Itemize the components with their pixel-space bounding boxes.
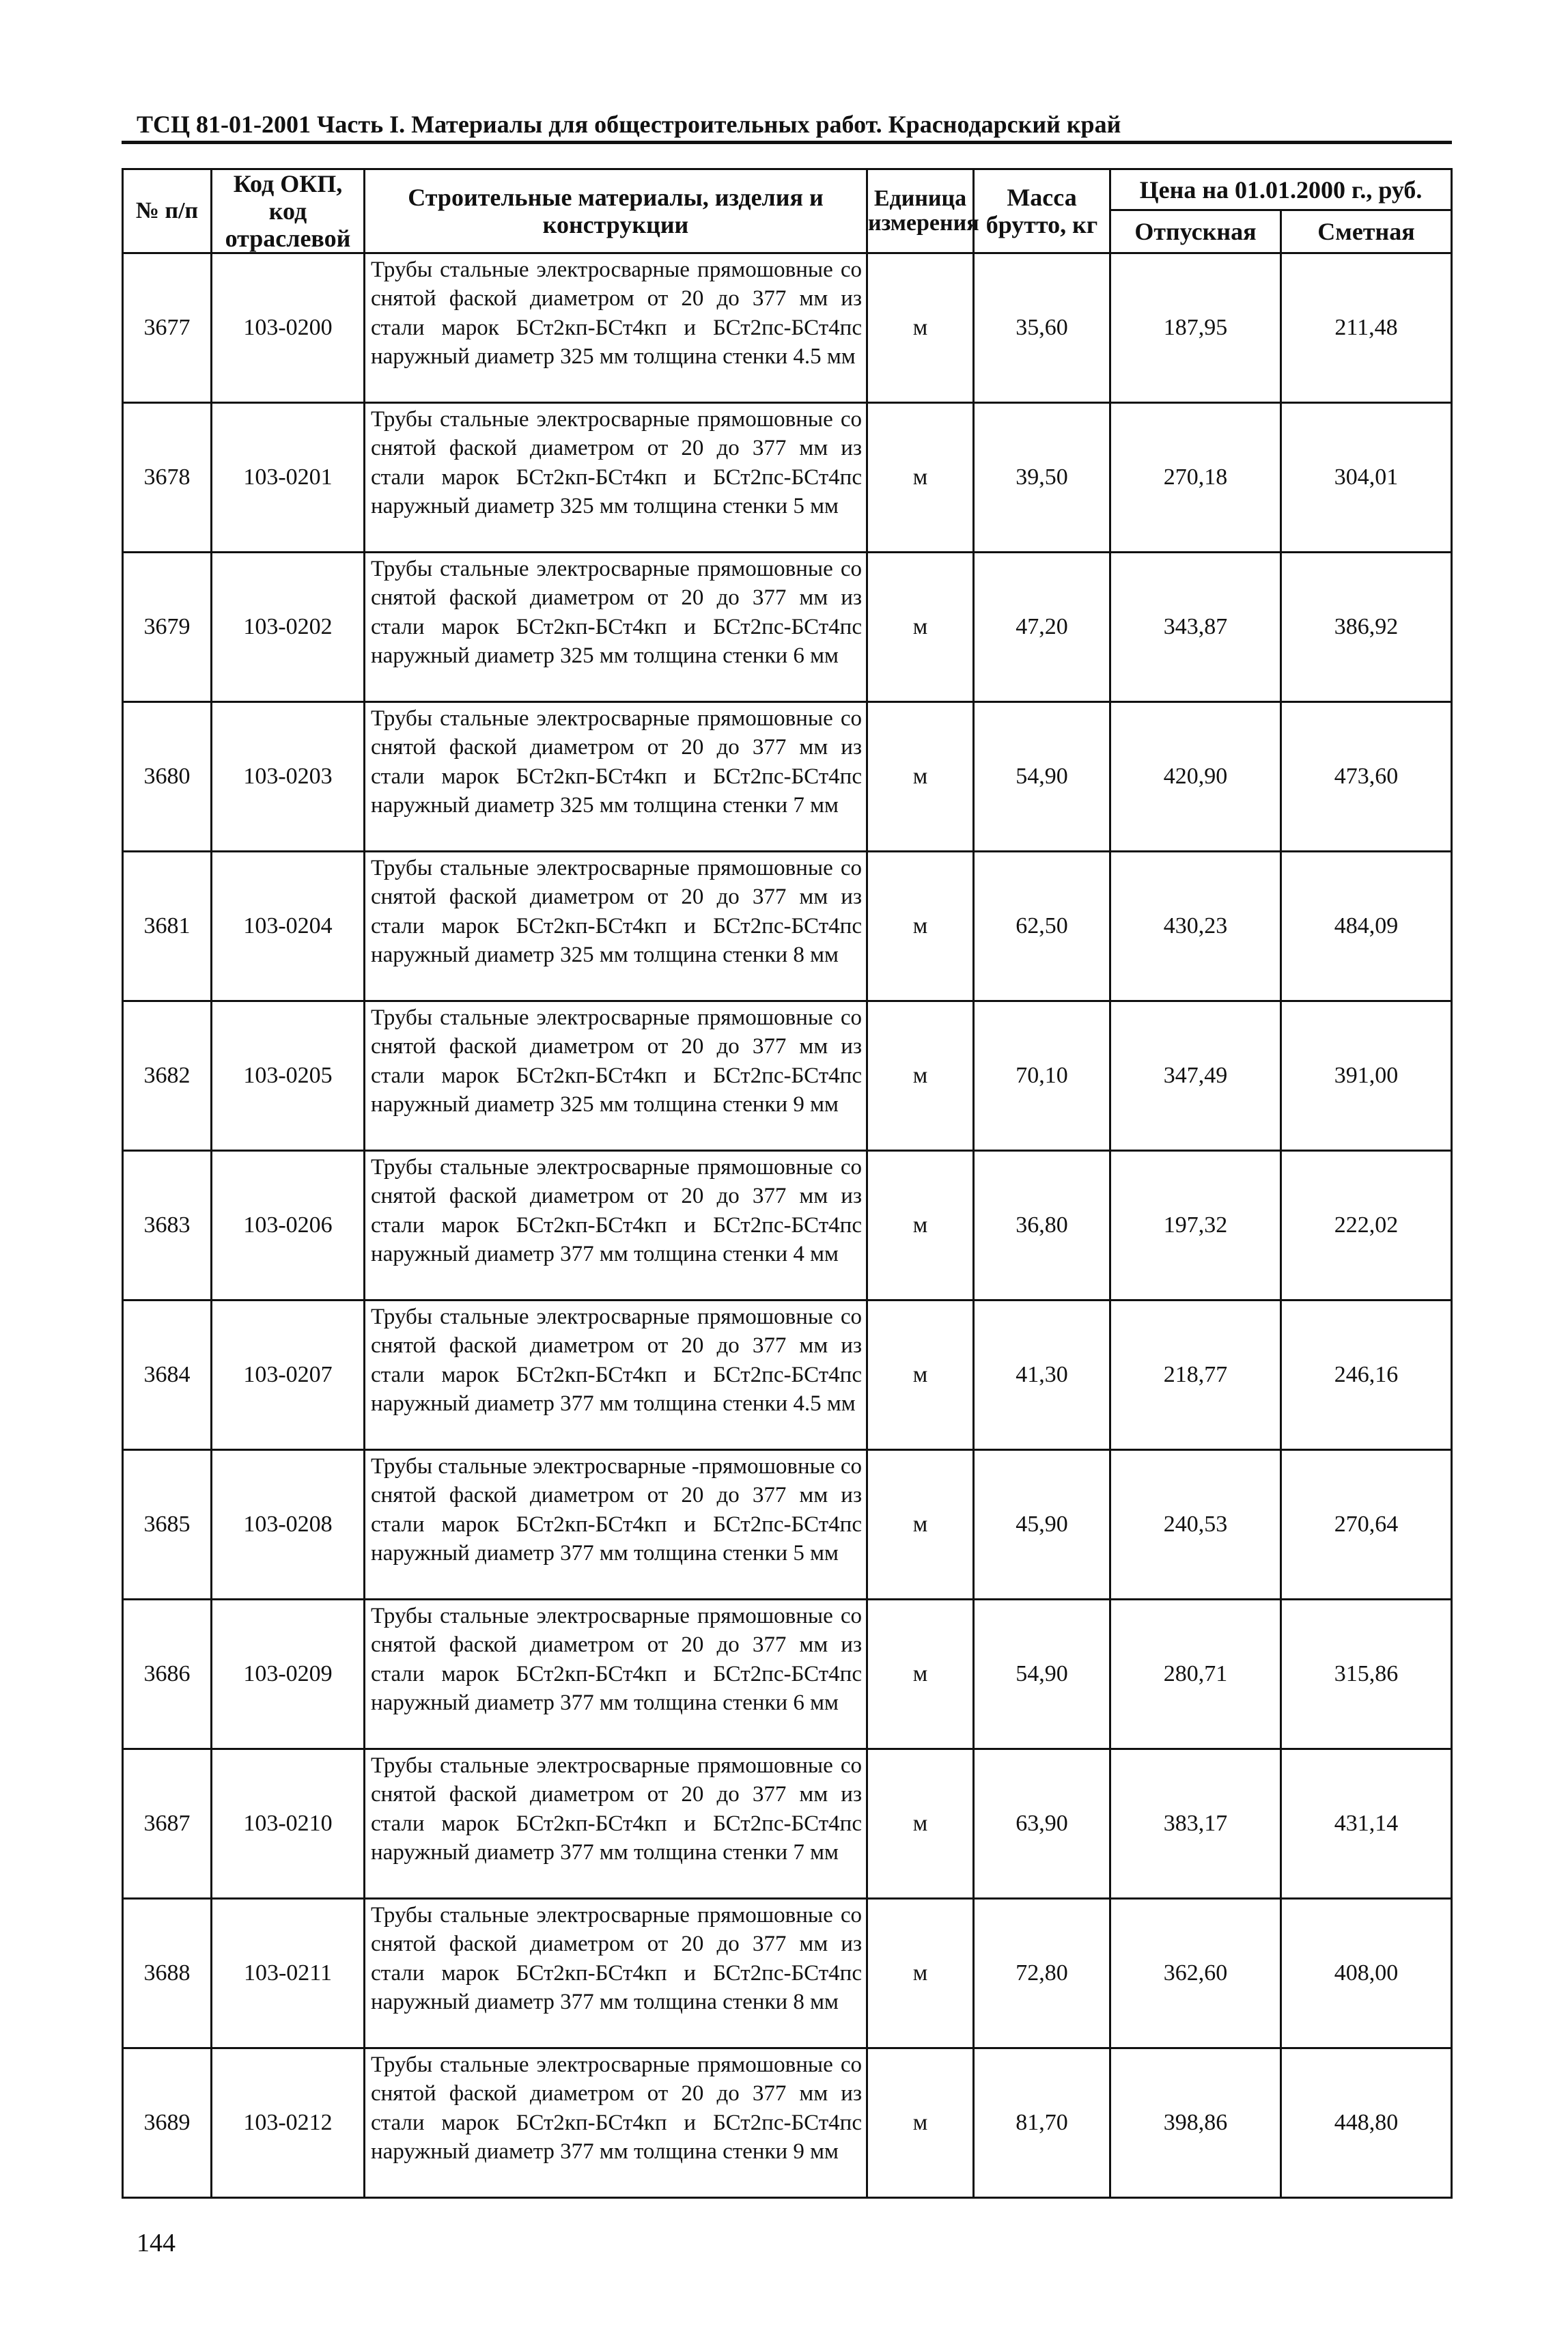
price-table: [122, 168, 1453, 2199]
table-row: [123, 253, 1452, 403]
table-row: [123, 403, 1452, 553]
table-row: [123, 1001, 1452, 1151]
cell-unit: м: [867, 1300, 974, 1450]
cell-num: 3680: [123, 702, 212, 852]
table-row: [123, 2048, 1452, 2198]
cell-price-release: 240,53: [1110, 1450, 1281, 1600]
cell-unit: м: [867, 1450, 974, 1600]
cell-price-release: 280,71: [1110, 1600, 1281, 1749]
cell-code: 103-0206: [212, 1151, 365, 1300]
cell-mass: 72,80: [974, 1899, 1110, 2048]
cell-code: 103-0211: [212, 1899, 365, 2048]
cell-code: 103-0207: [212, 1300, 365, 1450]
table-row: [123, 702, 1452, 852]
cell-material: Трубы стальные электросварные прямошовные со снятой фаской диаметром от 20 до 377 мм из стали марок БСт2кп-БСт4кп и БСт2пс-БСт4пс наружный диаметр 377 мм толщина стенки 7 мм: [365, 1749, 867, 1899]
cell-unit: м: [867, 1001, 974, 1151]
col-header-unit: Единица измерения: [867, 169, 974, 253]
cell-mass: 41,30: [974, 1300, 1110, 1450]
cell-price-release: 197,32: [1110, 1151, 1281, 1300]
cell-price-estimate: 315,86: [1281, 1600, 1452, 1749]
cell-price-estimate: 304,01: [1281, 403, 1452, 553]
cell-mass: 47,20: [974, 553, 1110, 702]
cell-num: 3685: [123, 1450, 212, 1600]
cell-num: 3687: [123, 1749, 212, 1899]
cell-price-release: 420,90: [1110, 702, 1281, 852]
cell-code: 103-0202: [212, 553, 365, 702]
table-row: [123, 553, 1452, 702]
cell-num: 3682: [123, 1001, 212, 1151]
cell-num: 3679: [123, 553, 212, 702]
cell-price-estimate: 408,00: [1281, 1899, 1452, 2048]
cell-price-release: 270,18: [1110, 403, 1281, 553]
col-header-mass: Масса брутто, кг: [974, 169, 1110, 253]
cell-mass: 54,90: [974, 702, 1110, 852]
cell-price-release: 343,87: [1110, 553, 1281, 702]
cell-code: 103-0203: [212, 702, 365, 852]
cell-price-estimate: 431,14: [1281, 1749, 1452, 1899]
cell-unit: м: [867, 2048, 974, 2198]
cell-material: Трубы стальные электросварные прямошовные со снятой фаской диаметром от 20 до 377 мм из стали марок БСт2кп-БСт4кп и БСт2пс-БСт4пс наружный диаметр 325 мм толщина стенки 6 мм: [365, 553, 867, 702]
col-header-price-group: Цена на 01.01.2000 г., руб.: [1110, 169, 1452, 210]
table-row: [123, 1450, 1452, 1600]
col-header-price-estimate: Сметная: [1281, 210, 1452, 253]
cell-price-release: 398,86: [1110, 2048, 1281, 2198]
cell-material: Трубы стальные электросварные прямошовные со снятой фаской диаметром от 20 до 377 мм из стали марок БСт2кп-БСт4кп и БСт2пс-БСт4пс наружный диаметр 377 мм толщина стенки 8 мм: [365, 1899, 867, 2048]
cell-unit: м: [867, 852, 974, 1001]
cell-code: 103-0204: [212, 852, 365, 1001]
cell-material: Трубы стальные электросварные прямошовные со снятой фаской диаметром от 20 до 377 мм из стали марок БСт2кп-БСт4кп и БСт2пс-БСт4пс наружный диаметр 325 мм толщина стенки 5 мм: [365, 403, 867, 553]
cell-mass: 54,90: [974, 1600, 1110, 1749]
cell-code: 103-0205: [212, 1001, 365, 1151]
cell-code: 103-0209: [212, 1600, 365, 1749]
cell-num: 3684: [123, 1300, 212, 1450]
cell-num: 3683: [123, 1151, 212, 1300]
col-header-price-release: Отпускная: [1110, 210, 1281, 253]
cell-price-release: 218,77: [1110, 1300, 1281, 1450]
page-number: 144: [137, 2229, 176, 2257]
cell-price-estimate: 246,16: [1281, 1300, 1452, 1450]
col-header-material: Строительные материалы, изделия и конструкции: [365, 169, 867, 253]
table-header: [123, 169, 1452, 253]
cell-num: 3686: [123, 1600, 212, 1749]
cell-mass: 39,50: [974, 403, 1110, 553]
cell-price-estimate: 484,09: [1281, 852, 1452, 1001]
header-divider: [122, 141, 1452, 144]
cell-unit: м: [867, 403, 974, 553]
cell-unit: м: [867, 1899, 974, 2048]
cell-num: 3678: [123, 403, 212, 553]
cell-material: Трубы стальные электросварные прямошовные со снятой фаской диаметром от 20 до 377 мм из стали марок БСт2кп-БСт4кп и БСт2пс-БСт4пс наружный диаметр 325 мм толщина стенки 4.5 мм: [365, 253, 867, 403]
cell-unit: м: [867, 1600, 974, 1749]
cell-price-release: 362,60: [1110, 1899, 1281, 2048]
cell-unit: м: [867, 1749, 974, 1899]
cell-material: Трубы стальные электросварные прямошовные со снятой фаской диаметром от 20 до 377 мм из стали марок БСт2кп-БСт4кп и БСт2пс-БСт4пс наружный диаметр 377 мм толщина стенки 9 мм: [365, 2048, 867, 2198]
cell-price-release: 187,95: [1110, 253, 1281, 403]
cell-price-estimate: 473,60: [1281, 702, 1452, 852]
cell-code: 103-0208: [212, 1450, 365, 1600]
cell-price-release: 430,23: [1110, 852, 1281, 1001]
cell-material: Трубы стальные электросварные -прямошовные со снятой фаской диаметром от 20 до 377 мм из стали марок БСт2кп-БСт4кп и БСт2пс-БСт4пс наружный диаметр 377 мм толщина стенки 5 мм: [365, 1450, 867, 1600]
cell-material: Трубы стальные электросварные прямошовные со снятой фаской диаметром от 20 до 377 мм из стали марок БСт2кп-БСт4кп и БСт2пс-БСт4пс наружный диаметр 325 мм толщина стенки 9 мм: [365, 1001, 867, 1151]
cell-mass: 36,80: [974, 1151, 1110, 1300]
cell-mass: 70,10: [974, 1001, 1110, 1151]
col-header-code: Код ОКП, код отраслевой: [212, 169, 365, 253]
cell-material: Трубы стальные электросварные прямошовные со снятой фаской диаметром от 20 до 377 мм из стали марок БСт2кп-БСт4кп и БСт2пс-БСт4пс наружный диаметр 325 мм толщина стенки 8 мм: [365, 852, 867, 1001]
cell-unit: м: [867, 553, 974, 702]
table-row: [123, 1600, 1452, 1749]
table-row: [123, 1300, 1452, 1450]
cell-price-estimate: 211,48: [1281, 253, 1452, 403]
cell-material: Трубы стальные электросварные прямошовные со снятой фаской диаметром от 20 до 377 мм из стали марок БСт2кп-БСт4кп и БСт2пс-БСт4пс наружный диаметр 325 мм толщина стенки 7 мм: [365, 702, 867, 852]
page-header-title: ТСЦ 81-01-2001 Часть I. Материалы для общестроительных работ. Краснодарский край: [137, 111, 1121, 138]
cell-material: Трубы стальные электросварные прямошовные со снятой фаской диаметром от 20 до 377 мм из стали марок БСт2кп-БСт4кп и БСт2пс-БСт4пс наружный диаметр 377 мм толщина стенки 6 мм: [365, 1600, 867, 1749]
cell-price-estimate: 386,92: [1281, 553, 1452, 702]
cell-material: Трубы стальные электросварные прямошовные со снятой фаской диаметром от 20 до 377 мм из стали марок БСт2кп-БСт4кп и БСт2пс-БСт4пс наружный диаметр 377 мм толщина стенки 4.5 мм: [365, 1300, 867, 1450]
cell-num: 3689: [123, 2048, 212, 2198]
cell-num: 3688: [123, 1899, 212, 2048]
cell-mass: 45,90: [974, 1450, 1110, 1600]
cell-mass: 35,60: [974, 253, 1110, 403]
cell-unit: м: [867, 1151, 974, 1300]
cell-num: 3681: [123, 852, 212, 1001]
cell-code: 103-0201: [212, 403, 365, 553]
table-row: [123, 1749, 1452, 1899]
cell-price-release: 347,49: [1110, 1001, 1281, 1151]
cell-code: 103-0210: [212, 1749, 365, 1899]
cell-price-estimate: 222,02: [1281, 1151, 1452, 1300]
table-row: [123, 852, 1452, 1001]
col-header-num: № п/п: [123, 169, 212, 253]
cell-unit: м: [867, 702, 974, 852]
table-body: [123, 253, 1452, 2198]
table-row: [123, 1151, 1452, 1300]
cell-code: 103-0212: [212, 2048, 365, 2198]
cell-code: 103-0200: [212, 253, 365, 403]
cell-num: 3677: [123, 253, 212, 403]
cell-price-estimate: 448,80: [1281, 2048, 1452, 2198]
cell-price-estimate: 391,00: [1281, 1001, 1452, 1151]
cell-mass: 63,90: [974, 1749, 1110, 1899]
cell-price-estimate: 270,64: [1281, 1450, 1452, 1600]
cell-mass: 81,70: [974, 2048, 1110, 2198]
cell-unit: м: [867, 253, 974, 403]
table-row: [123, 1899, 1452, 2048]
cell-price-release: 383,17: [1110, 1749, 1281, 1899]
cell-mass: 62,50: [974, 852, 1110, 1001]
cell-material: Трубы стальные электросварные прямошовные со снятой фаской диаметром от 20 до 377 мм из стали марок БСт2кп-БСт4кп и БСт2пс-БСт4пс наружный диаметр 377 мм толщина стенки 4 мм: [365, 1151, 867, 1300]
